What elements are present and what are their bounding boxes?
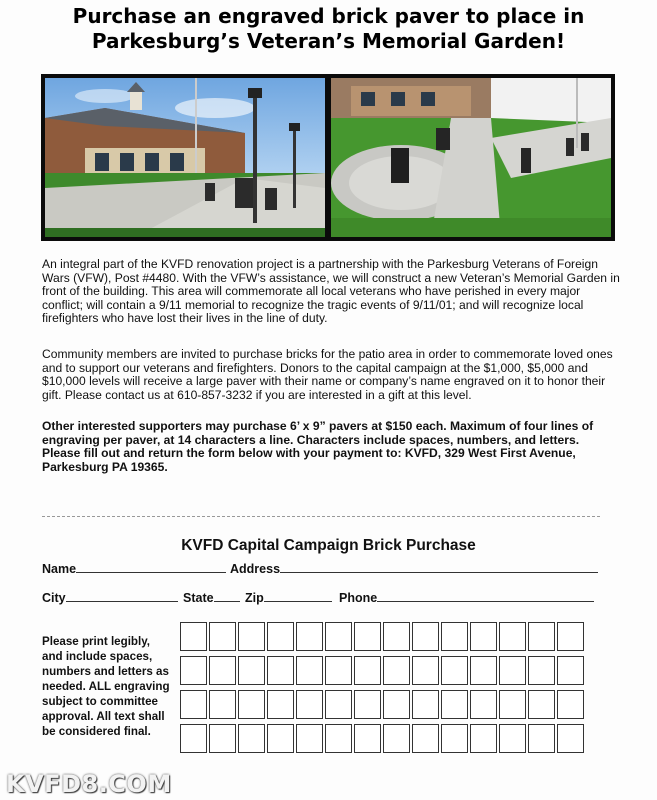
engraving-character-box[interactable] bbox=[238, 622, 265, 651]
zip-line[interactable] bbox=[264, 590, 332, 602]
engraving-character-box[interactable] bbox=[267, 724, 294, 753]
rendering-photos bbox=[41, 74, 615, 241]
address-label: Address bbox=[230, 562, 281, 576]
engraving-character-box[interactable] bbox=[441, 724, 468, 753]
engraving-character-box[interactable] bbox=[209, 724, 236, 753]
engraving-character-box[interactable] bbox=[180, 690, 207, 719]
engraving-character-box[interactable] bbox=[180, 622, 207, 651]
engraving-character-box[interactable] bbox=[441, 656, 468, 685]
zip-label: Zip bbox=[245, 591, 264, 605]
building-rendering-photo bbox=[45, 78, 325, 237]
engraving-character-box[interactable] bbox=[528, 622, 555, 651]
engraving-character-box[interactable] bbox=[209, 690, 236, 719]
engraving-character-box[interactable] bbox=[470, 724, 497, 753]
title-line-1: Purchase an engraved brick paver to place in bbox=[72, 4, 585, 28]
engraving-character-box[interactable] bbox=[267, 622, 294, 651]
engraving-character-box[interactable] bbox=[499, 724, 526, 753]
community-paragraph: Community members are invited to purchase bricks for the patio area in order to commemorate loved ones and to support our veterans and firefighters. Donors to the capital campaign at the $1,000, $5,000 and $10,000 levels will receive a large paver with their name or company’s name engraved on it to honor their gift. Please contact us at 610-857-3232 if you are interested in a gift at this level. bbox=[42, 347, 613, 402]
form-title: KVFD Capital Campaign Brick Purchase bbox=[181, 537, 476, 554]
engraving-character-box[interactable] bbox=[499, 690, 526, 719]
intro-paragraph: An integral part of the KVFD renovation project is a partnership with the Parkesburg Veterans of Foreign Wars (VFW), Post #4480. With the VFW’s assistance, we will construct a new Veteran’s Memorial Garden in front of the building. This area will commemorate all local veterans who have perished in every major conflict; will contain a 9/11 memorial to recognize the tragic events of 9/11/01; and will recognize local firefighters who have lost their lives in the line of duty. bbox=[42, 257, 620, 326]
engraving-character-box[interactable] bbox=[354, 724, 381, 753]
engraving-character-box[interactable] bbox=[354, 622, 381, 651]
engraving-character-box[interactable] bbox=[354, 656, 381, 685]
engraving-character-box[interactable] bbox=[180, 724, 207, 753]
engraving-character-box[interactable] bbox=[557, 622, 584, 651]
state-field[interactable] bbox=[183, 590, 240, 605]
engraving-character-box[interactable] bbox=[412, 724, 439, 753]
city-label: City bbox=[42, 591, 66, 605]
engraving-character-box[interactable] bbox=[441, 622, 468, 651]
engraving-character-box[interactable] bbox=[209, 656, 236, 685]
engraving-character-box[interactable] bbox=[528, 690, 555, 719]
name-field[interactable] bbox=[42, 561, 226, 576]
cut-line-divider bbox=[42, 516, 600, 517]
page-title bbox=[10, 4, 647, 54]
engraving-character-box[interactable] bbox=[383, 724, 410, 753]
engraving-character-box[interactable] bbox=[557, 724, 584, 753]
engraving-character-box[interactable] bbox=[383, 690, 410, 719]
name-label: Name bbox=[42, 562, 77, 576]
engraving-character-box[interactable] bbox=[180, 656, 207, 685]
engraving-character-box[interactable] bbox=[441, 690, 468, 719]
engraving-line[interactable] bbox=[180, 622, 584, 651]
engraving-character-box[interactable] bbox=[296, 724, 323, 753]
engraving-character-box[interactable] bbox=[267, 656, 294, 685]
memorial-garden-rendering-photo bbox=[331, 78, 611, 237]
engraving-character-box[interactable] bbox=[325, 622, 352, 651]
engraving-character-box[interactable] bbox=[528, 724, 555, 753]
engraving-character-box[interactable] bbox=[412, 690, 439, 719]
name-line[interactable] bbox=[76, 561, 226, 573]
paver-purchase-paragraph: Other interested supporters may purchase 6’ x 9” pavers at $150 each. Maximum of four lines of engraving per paver, at 14 characters a line. Characters include spaces, numbers, and letters. Please fill out and return the form below with your payment to: KVFD, 329 West First Avenue, Parkesburg PA 19365. bbox=[42, 419, 594, 474]
engraving-character-box[interactable] bbox=[325, 690, 352, 719]
engraving-character-box[interactable] bbox=[412, 622, 439, 651]
address-line[interactable] bbox=[280, 561, 598, 573]
zip-field[interactable] bbox=[245, 590, 332, 605]
engraving-line[interactable] bbox=[180, 656, 584, 685]
engraving-character-box[interactable] bbox=[499, 622, 526, 651]
engraving-character-box[interactable] bbox=[296, 656, 323, 685]
site-watermark: KVFD8.COM bbox=[6, 770, 172, 798]
title-line-2: Parkesburg’s Veteran’s Memorial Garden! bbox=[91, 29, 566, 53]
engraving-instructions: Please print legibly, and include spaces, numbers and letters as needed. ALL engraving subject to committee approval. All text shall be considered final. bbox=[42, 635, 170, 738]
engraving-character-box[interactable] bbox=[528, 656, 555, 685]
state-label: State bbox=[183, 591, 214, 605]
engraving-character-box[interactable] bbox=[267, 690, 294, 719]
engraving-line[interactable] bbox=[180, 724, 584, 753]
engraving-character-box[interactable] bbox=[296, 690, 323, 719]
engraving-grid[interactable] bbox=[180, 622, 584, 758]
phone-label: Phone bbox=[339, 591, 378, 605]
engraving-character-box[interactable] bbox=[383, 622, 410, 651]
engraving-line[interactable] bbox=[180, 690, 584, 719]
engraving-character-box[interactable] bbox=[470, 690, 497, 719]
engraving-character-box[interactable] bbox=[325, 656, 352, 685]
engraving-character-box[interactable] bbox=[557, 690, 584, 719]
engraving-character-box[interactable] bbox=[470, 622, 497, 651]
city-field[interactable] bbox=[42, 590, 178, 605]
phone-field[interactable] bbox=[339, 590, 594, 605]
engraving-character-box[interactable] bbox=[470, 656, 497, 685]
engraving-character-box[interactable] bbox=[325, 724, 352, 753]
engraving-character-box[interactable] bbox=[383, 656, 410, 685]
city-line[interactable] bbox=[66, 590, 178, 602]
engraving-character-box[interactable] bbox=[557, 656, 584, 685]
engraving-character-box[interactable] bbox=[238, 724, 265, 753]
engraving-character-box[interactable] bbox=[354, 690, 381, 719]
engraving-character-box[interactable] bbox=[412, 656, 439, 685]
address-field[interactable] bbox=[230, 561, 598, 576]
engraving-character-box[interactable] bbox=[209, 622, 236, 651]
engraving-character-box[interactable] bbox=[238, 690, 265, 719]
engraving-character-box[interactable] bbox=[238, 656, 265, 685]
state-line[interactable] bbox=[214, 590, 240, 602]
engraving-character-box[interactable] bbox=[296, 622, 323, 651]
engraving-character-box[interactable] bbox=[499, 656, 526, 685]
phone-line[interactable] bbox=[377, 590, 594, 602]
